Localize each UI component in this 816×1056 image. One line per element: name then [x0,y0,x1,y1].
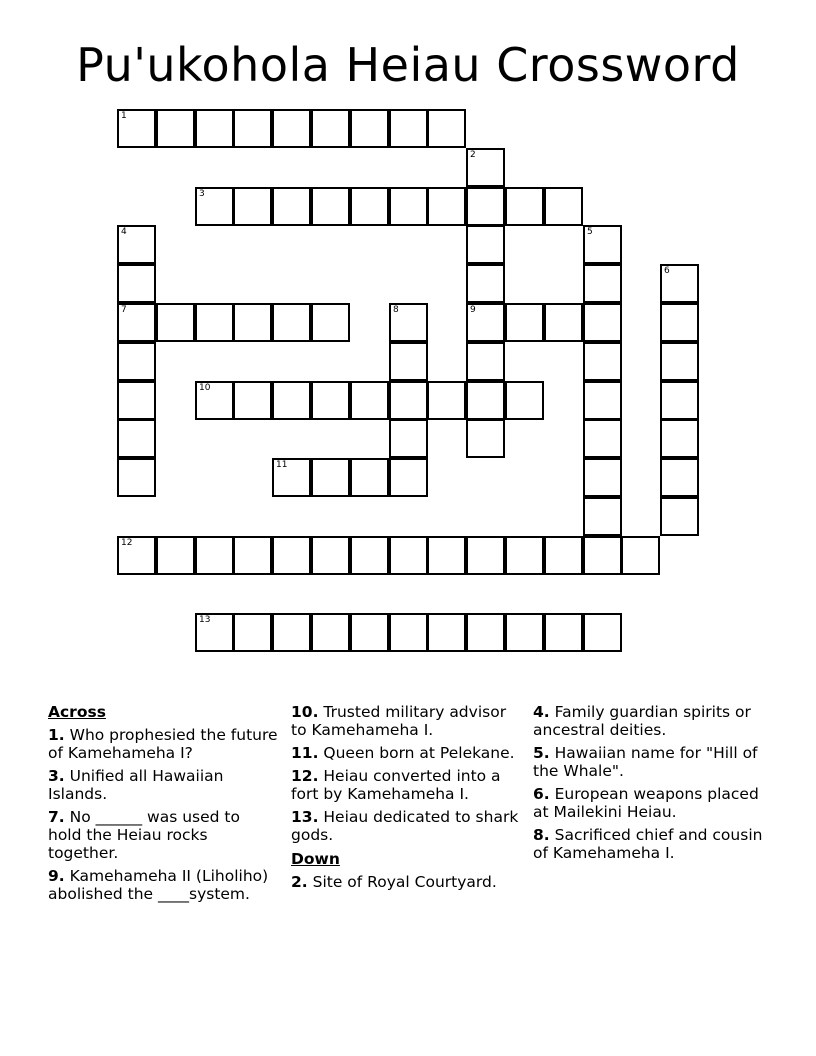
grid-cell[interactable] [389,381,428,420]
grid-cell[interactable] [660,303,699,342]
grid-cell[interactable] [466,536,505,575]
grid-cell[interactable] [660,419,699,458]
grid-cell[interactable] [117,342,156,381]
grid-cell[interactable] [389,536,428,575]
grid-cell[interactable] [117,264,156,303]
clue-number: 13. [291,808,319,826]
grid-cell[interactable] [311,536,350,575]
grid-cell[interactable] [427,109,466,148]
grid-cell[interactable] [505,187,544,226]
grid-cell[interactable] [117,458,156,497]
grid-cell[interactable] [544,303,583,342]
clue-number: 8. [533,826,550,844]
page-title: Pu'ukohola Heiau Crossword [76,38,740,92]
clue-down-5 [533,744,763,780]
clue-text: Sacrificed chief and cousin of Kamehameha I. [533,826,763,862]
grid-cell[interactable] [466,264,505,303]
grid-cell[interactable] [117,303,156,342]
grid-cell[interactable] [583,458,622,497]
grid-cell[interactable] [544,536,583,575]
grid-cell[interactable] [660,497,699,536]
grid-cell[interactable] [350,381,389,420]
grid-cell[interactable] [660,458,699,497]
clue-number-label: 5 [587,227,593,237]
clue-number: 4. [533,703,550,721]
grid-cell[interactable] [233,303,272,342]
clue-number-label: 10 [199,383,211,393]
clue-text: Hawaiian name for "Hill of the Whale". [533,744,758,780]
clue-column-1 [48,700,278,903]
grid-cell[interactable] [583,225,622,264]
grid-cell[interactable] [156,536,195,575]
grid-cell[interactable] [272,613,311,652]
grid-cell[interactable] [505,303,544,342]
grid-cell[interactable] [427,613,466,652]
clue-number-label: 6 [664,266,670,276]
clue-text: Who prophesied the future of Kamehameha I? [48,726,278,762]
clue-number: 5. [533,744,550,762]
clue-across-11 [291,744,526,762]
grid-cell[interactable] [117,109,156,148]
clue-text: Heiau converted into a fort by Kamehameha I. [291,767,501,803]
clue-down-2 [291,873,526,891]
clue-number: 9. [48,867,65,885]
grid-cell[interactable] [389,613,428,652]
grid-cell[interactable] [389,458,428,497]
grid-cell[interactable] [272,458,311,497]
clue-text: Family guardian spirits or ancestral deities. [533,703,751,739]
clue-number-label: 11 [276,460,288,470]
clue-number-label: 2 [470,150,476,160]
clue-number: 10. [291,703,319,721]
clue-number-label: 1 [121,111,127,121]
grid-cell[interactable] [660,264,699,303]
grid-cell[interactable] [427,381,466,420]
grid-cell[interactable] [117,419,156,458]
grid-cell[interactable] [621,536,660,575]
grid-cell[interactable] [466,303,505,342]
grid-cell[interactable] [311,458,350,497]
grid-cell[interactable] [311,613,350,652]
grid-cell[interactable] [311,187,350,226]
clue-text: Trusted military advisor to Kamehameha I. [291,703,507,739]
clue-number: 3. [48,767,65,785]
grid-cell[interactable] [389,187,428,226]
grid-cell[interactable] [389,109,428,148]
grid-cell[interactable] [389,419,428,458]
grid-cell[interactable] [233,381,272,420]
clue-number: 1. [48,726,65,744]
clue-number-label: 4 [121,227,127,237]
clue-across-3 [48,767,278,803]
clue-text: Site of Royal Courtyard. [312,873,497,891]
grid-cell[interactable] [350,613,389,652]
grid-cell[interactable] [583,264,622,303]
grid-cell[interactable] [311,109,350,148]
clue-across-7 [48,808,278,862]
grid-cell[interactable] [311,381,350,420]
grid-cell[interactable] [195,187,234,226]
grid-cell[interactable] [233,613,272,652]
down-heading: Down [291,850,340,868]
grid-cell[interactable] [466,613,505,652]
grid-cell[interactable] [156,303,195,342]
clue-text: No ______ was used to hold the Heiau rocks together. [48,808,240,862]
grid-cell[interactable] [466,187,505,226]
grid-cell[interactable] [505,536,544,575]
clue-column-2 [291,700,526,891]
clue-number-label: 3 [199,189,205,199]
grid-cell[interactable] [427,536,466,575]
grid-cell[interactable] [195,109,234,148]
clue-number-label: 8 [393,305,399,315]
clue-text: European weapons placed at Mailekini Heiau. [533,785,759,821]
grid-cell[interactable] [466,225,505,264]
clue-text: Heiau dedicated to shark gods. [291,808,519,844]
grid-cell[interactable] [389,303,428,342]
grid-cell[interactable] [466,381,505,420]
clue-text: Unified all Hawaiian Islands. [48,767,224,803]
clue-text: Kamehameha II (Liholiho) abolished the ____system. [48,867,269,903]
grid-cell[interactable] [272,187,311,226]
grid-cell[interactable] [350,187,389,226]
across-heading: Across [48,703,106,721]
grid-cell[interactable] [583,536,622,575]
grid-cell[interactable] [233,536,272,575]
grid-cell[interactable] [583,381,622,420]
grid-cell[interactable] [272,109,311,148]
clue-number: 6. [533,785,550,803]
grid-cell[interactable] [156,109,195,148]
grid-cell[interactable] [660,381,699,420]
grid-cell[interactable] [272,536,311,575]
grid-cell[interactable] [427,187,466,226]
clue-number: 7. [48,808,65,826]
clue-number: 11. [291,744,319,762]
grid-cell[interactable] [583,613,622,652]
grid-cell[interactable] [583,497,622,536]
clue-column-3 [533,700,763,862]
clue-across-12 [291,767,526,803]
grid-cell[interactable] [505,381,544,420]
grid-cell[interactable] [195,381,234,420]
clue-down-4 [533,703,763,739]
clue-across-13 [291,808,526,844]
clue-number-label: 9 [470,305,476,315]
grid-cell[interactable] [583,303,622,342]
clue-text: Queen born at Pelekane. [323,744,515,762]
grid-cell[interactable] [583,419,622,458]
grid-cell[interactable] [272,303,311,342]
grid-cell[interactable] [311,303,350,342]
grid-cell[interactable] [505,613,544,652]
clue-across-10 [291,703,526,739]
grid-cell[interactable] [466,342,505,381]
grid-cell[interactable] [117,381,156,420]
clue-number-label: 13 [199,615,211,625]
clue-number-label: 12 [121,538,133,548]
clue-down-6 [533,785,763,821]
clue-across-9 [48,867,278,903]
grid-cell[interactable] [117,536,156,575]
grid-cell[interactable] [233,187,272,226]
grid-cell[interactable] [117,225,156,264]
grid-cell[interactable] [466,148,505,187]
grid-cell[interactable] [583,342,622,381]
clue-number: 2. [291,873,308,891]
clue-number-label: 7 [121,305,127,315]
grid-cell[interactable] [350,109,389,148]
grid-cell[interactable] [233,109,272,148]
grid-cell[interactable] [195,303,234,342]
grid-cell[interactable] [350,458,389,497]
grid-cell[interactable] [350,536,389,575]
clue-down-8 [533,826,763,862]
grid-cell[interactable] [544,187,583,226]
grid-cell[interactable] [466,419,505,458]
clue-across-1 [48,726,278,762]
grid-cell[interactable] [389,342,428,381]
grid-cell[interactable] [660,342,699,381]
grid-cell[interactable] [195,613,234,652]
grid-cell[interactable] [272,381,311,420]
grid-cell[interactable] [195,536,234,575]
grid-cell[interactable] [544,613,583,652]
clue-number: 12. [291,767,319,785]
